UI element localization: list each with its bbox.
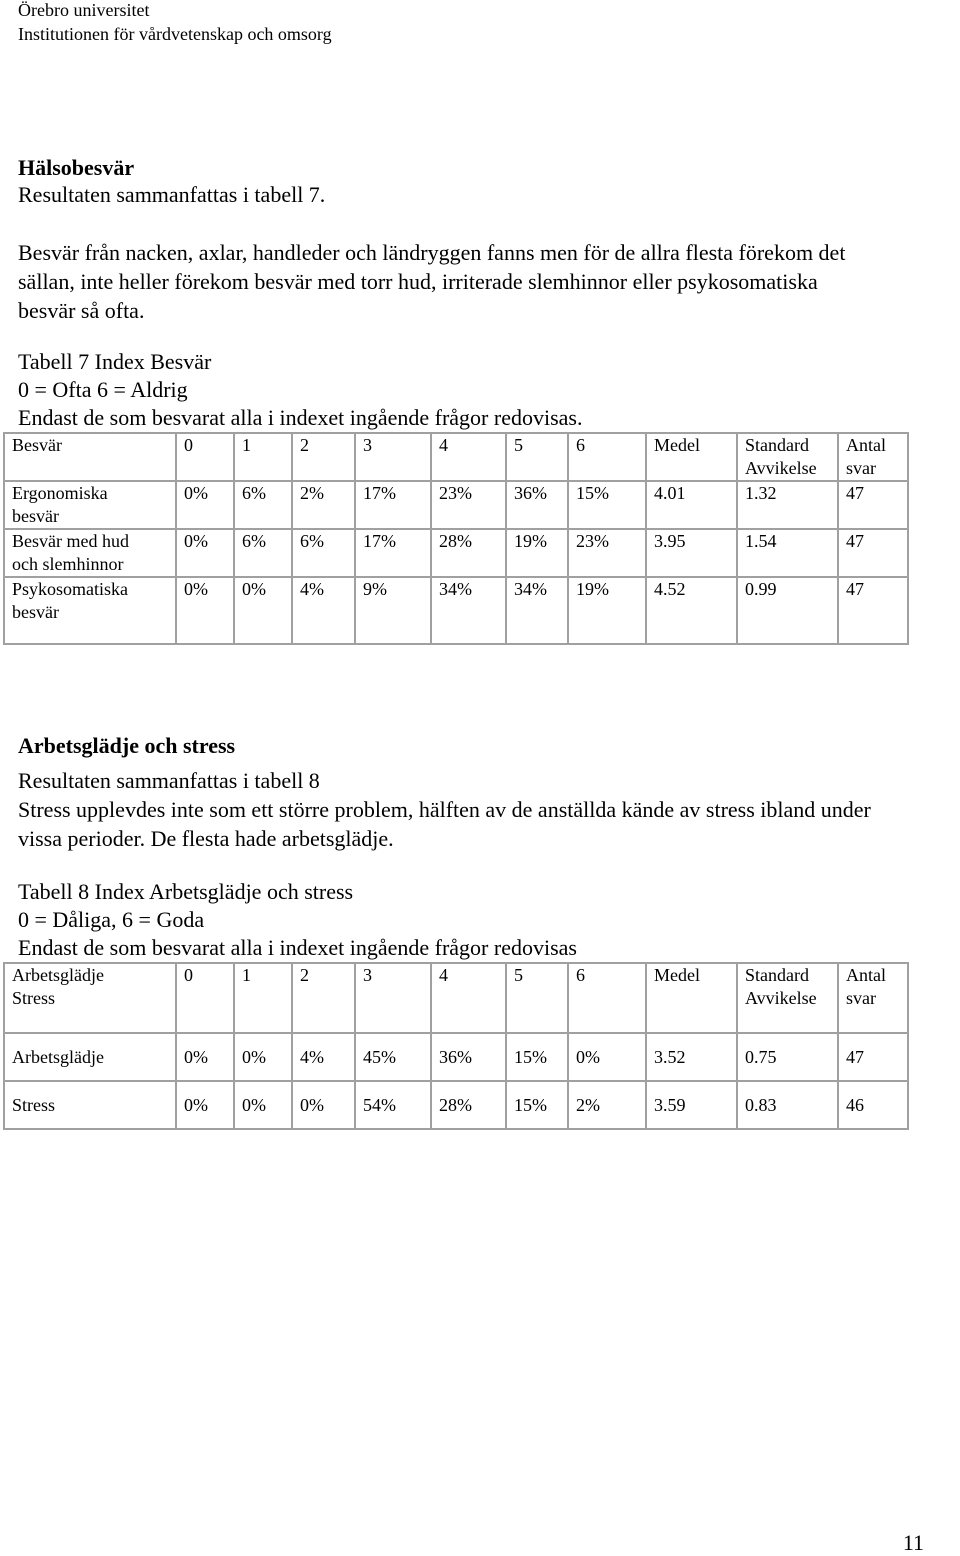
table-row [4,481,908,529]
table-cell: 3.95 [646,529,737,577]
table7-header-6: 6 [568,433,646,481]
table7-row-label [4,481,176,529]
table8-caption-title: Tabell 8 Index Arbetsglädje och stress [18,879,354,904]
table8-header-2: 2 [292,963,355,1033]
table-cell: 47 [838,481,908,529]
table-cell: 6% [292,529,355,577]
row-label-l2: besvär [12,506,59,526]
table-cell: 6% [234,529,292,577]
section-intro-1: Resultaten sammanfattas i tabell 7. [18,182,326,207]
table7-header-0: 0 [176,433,234,481]
table-cell: 4.01 [646,481,737,529]
table-cell: 4.52 [646,577,737,644]
table7-caption-title: Tabell 7 Index Besvär [18,349,212,374]
paragraph-1-line-2: sällan, inte heller förekom besvär med torr hud, irriterade slemhinnor eller psykosomatiska [18,269,818,294]
table-cell: 15% [506,1081,568,1129]
paragraph-2-line-2: vissa perioder. De flesta hade arbetsglädje. [18,826,394,851]
section-heading-arbetsgladje: Arbetsglädje och stress [18,733,236,758]
table-cell: 0.99 [737,577,838,644]
table-cell: 0% [568,1033,646,1081]
row-label-l1: Besvär med hud [12,531,129,551]
paragraph-1-line-3: besvär så ofta. [18,298,145,323]
table7-header-5: 5 [506,433,568,481]
table8-header-5: 5 [506,963,568,1033]
table-row [4,1081,908,1129]
table7-header-row [4,433,908,481]
table7-row-label [4,529,176,577]
table7-header-besvar: Besvär [4,433,176,481]
table-row [4,577,908,644]
table-cell: 2% [292,481,355,529]
table-cell: 34% [431,577,506,644]
table-cell: 23% [568,529,646,577]
table7-header-antal-l1: Antal [846,435,886,455]
table-cell: 0.83 [737,1081,838,1129]
table8-header-standard-l2: Avvikelse [745,988,817,1008]
table8-header-4: 4 [431,963,506,1033]
table7-header-standard-l2: Avvikelse [745,458,817,478]
table7-caption-scale: 0 = Ofta 6 = Aldrig [18,377,188,402]
table-cell: 54% [355,1081,431,1129]
table-cell: 19% [506,529,568,577]
paragraph-1-line-1: Besvär från nacken, axlar, handleder och ländryggen fanns men för de allra flesta förekom det [18,240,846,265]
table8-header-row [4,963,908,1033]
table8-header-6: 6 [568,963,646,1033]
table-cell: 28% [431,1081,506,1129]
table-cell: 47 [838,577,908,644]
table7-header-4: 4 [431,433,506,481]
table8-header-standard-l1: Standard [745,965,809,985]
table-cell: 6% [234,481,292,529]
table8-header-label-l2: Stress [12,988,56,1008]
table8-row-label: Arbetsglädje [4,1033,176,1081]
table7-header-3: 3 [355,433,431,481]
table-cell: 28% [431,529,506,577]
table-row [4,1033,908,1081]
table-cell: 45% [355,1033,431,1081]
table-cell: 15% [506,1033,568,1081]
header-institution: Institutionen för vårdvetenskap och omsorg [18,24,332,44]
table7-header-antal [838,433,908,481]
table8-header-1: 1 [234,963,292,1033]
table-cell: 47 [838,529,908,577]
table-cell: 15% [568,481,646,529]
table8-header-3: 3 [355,963,431,1033]
table7-header-standard-l1: Standard [745,435,809,455]
table-cell: 36% [431,1033,506,1081]
table-cell: 1.54 [737,529,838,577]
table-cell: 36% [506,481,568,529]
table-cell: 4% [292,577,355,644]
table8 [3,962,909,1130]
table-row [4,529,908,577]
section-heading-halsobesvar: Hälsobesvär [18,155,135,180]
table7-header-medel: Medel [646,433,737,481]
table8-header-medel: Medel [646,963,737,1033]
row-label-l2: och slemhinnor [12,554,124,574]
section-intro-2: Resultaten sammanfattas i tabell 8 [18,768,320,793]
table8-header-0: 0 [176,963,234,1033]
table-cell: 0% [176,1081,234,1129]
table-cell: 9% [355,577,431,644]
table-cell: 34% [506,577,568,644]
table-cell: 4% [292,1033,355,1081]
table-cell: 23% [431,481,506,529]
page-number: 11 [902,1530,924,1555]
table-cell: 0% [176,1033,234,1081]
row-label-l1: Ergonomiska [12,483,108,503]
table-cell: 0% [292,1081,355,1129]
table-cell: 2% [568,1081,646,1129]
table7-caption-note: Endast de som besvarat alla i indexet ingående frågor redovisas. [18,405,583,430]
table-cell: 3.52 [646,1033,737,1081]
table-cell: 0% [176,577,234,644]
paragraph-2-line-1: Stress upplevdes inte som ett större problem, hälften av de anställda kände av stress ibland under [18,797,871,822]
table-cell: 0% [176,481,234,529]
table-cell: 17% [355,529,431,577]
table-cell: 3.59 [646,1081,737,1129]
table7-row-label [4,577,176,644]
table-cell: 19% [568,577,646,644]
table8-row-label: Stress [4,1081,176,1129]
table8-header-label [4,963,176,1033]
table7-header-antal-l2: svar [846,458,876,478]
table7 [3,432,909,645]
table7-header-1: 1 [234,433,292,481]
table-cell: 0.75 [737,1033,838,1081]
table8-header-antal-l1: Antal [846,965,886,985]
table-cell: 47 [838,1033,908,1081]
table8-header-standard [737,963,838,1033]
table8-header-antal [838,963,908,1033]
table8-caption-scale: 0 = Dåliga, 6 = Goda [18,907,205,932]
table-cell: 46 [838,1081,908,1129]
header-university: Örebro universitet [18,0,150,20]
table-cell: 0% [234,1033,292,1081]
table8-caption-note: Endast de som besvarat alla i indexet ingående frågor redovisas [18,935,577,960]
table-cell: 0% [176,529,234,577]
table7-header-2: 2 [292,433,355,481]
table-cell: 1.32 [737,481,838,529]
table-cell: 0% [234,1081,292,1129]
table7-header-standard [737,433,838,481]
table8-header-label-l1: Arbetsglädje [12,965,104,985]
table-cell: 17% [355,481,431,529]
table-cell: 0% [234,577,292,644]
row-label-l2: besvär [12,602,59,622]
row-label-l1: Psykosomatiska [12,579,129,599]
table8-header-antal-l2: svar [846,988,876,1008]
